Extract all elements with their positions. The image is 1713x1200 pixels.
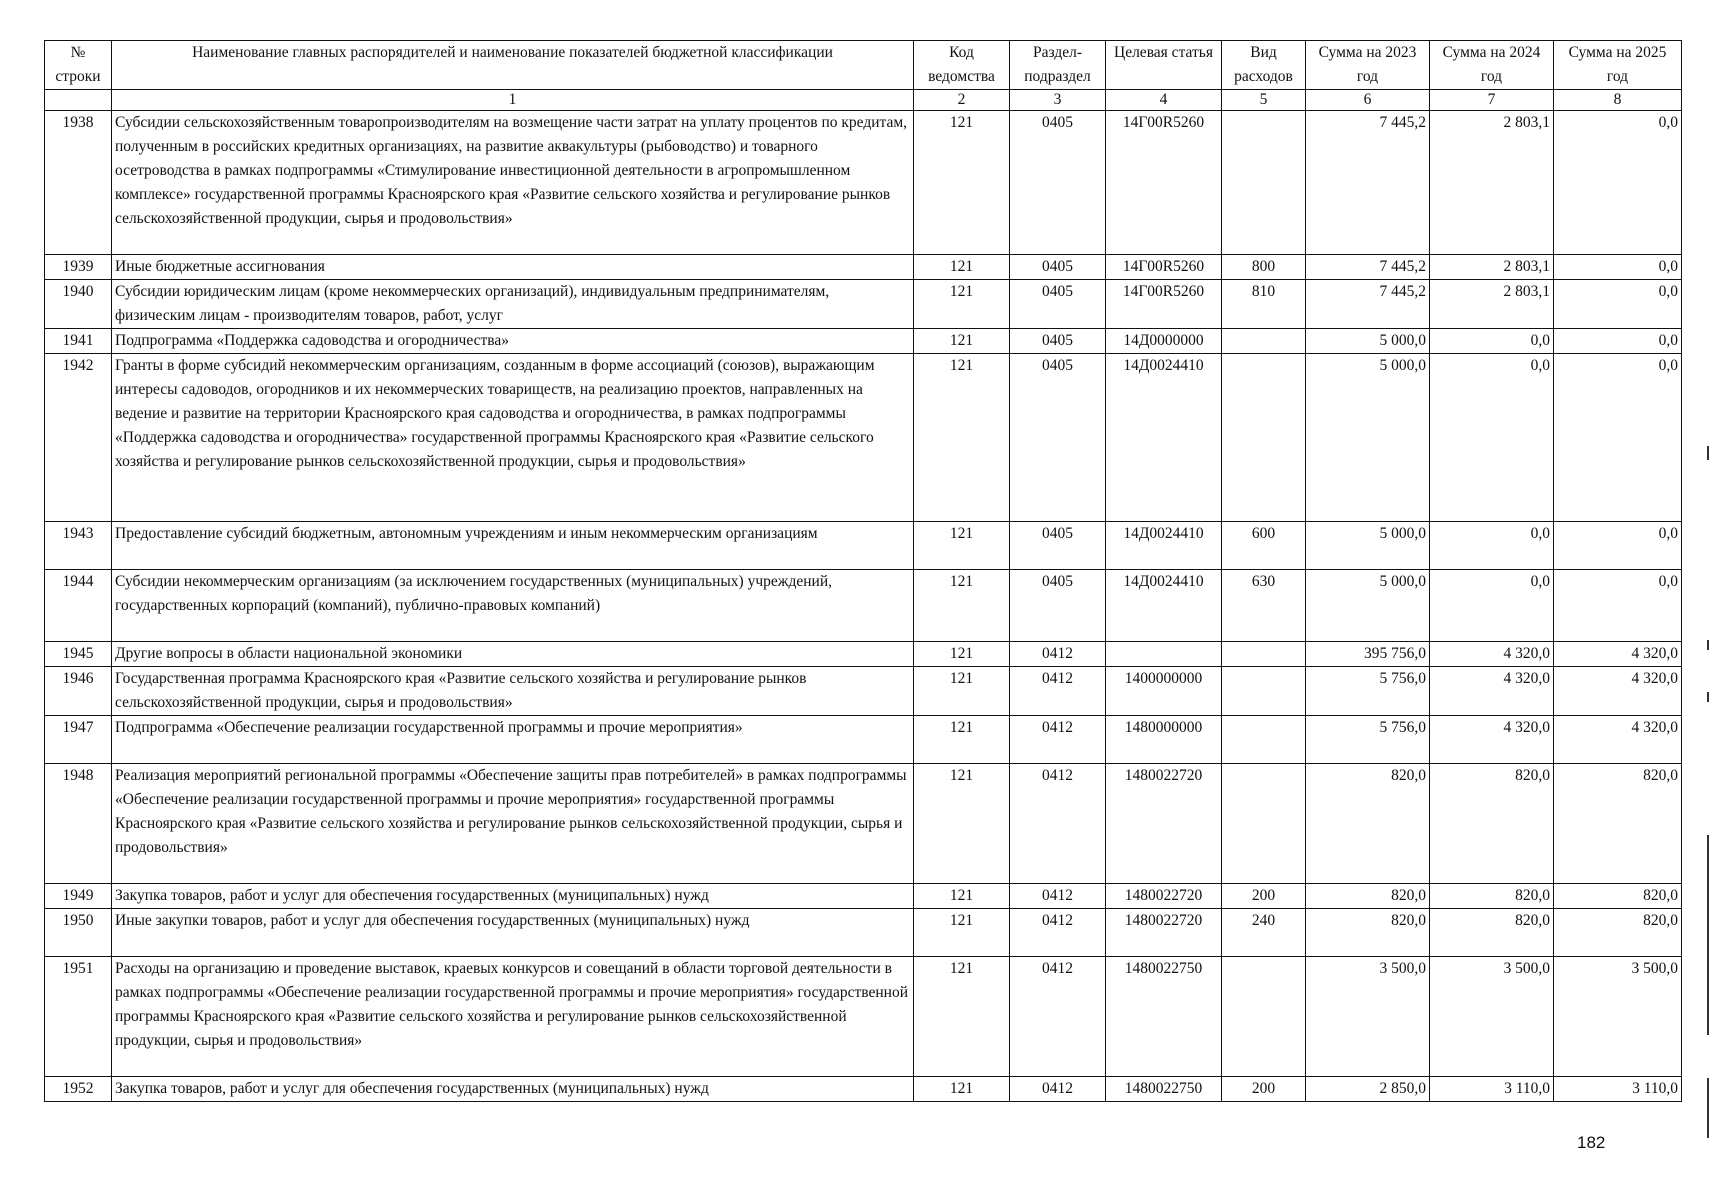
row-vid: 200 [1222, 1077, 1306, 1102]
row-number: 1938 [45, 111, 112, 255]
row-number: 1942 [45, 354, 112, 522]
column-number: 3 [1010, 90, 1106, 111]
row-sum-2023: 5 000,0 [1306, 570, 1430, 642]
column-number [45, 90, 112, 111]
row-vid: 810 [1222, 280, 1306, 329]
row-number: 1952 [45, 1077, 112, 1102]
row-razdel: 0412 [1010, 764, 1106, 884]
row-statya: 14Г00R5260 [1106, 111, 1222, 255]
row-razdel: 0412 [1010, 957, 1106, 1077]
row-vedomstvo: 121 [914, 522, 1010, 570]
row-vid [1222, 329, 1306, 354]
row-razdel: 0412 [1010, 884, 1106, 909]
table-row [45, 716, 1682, 764]
column-number: 6 [1306, 90, 1430, 111]
row-statya: 1480022720 [1106, 909, 1222, 957]
table-row [45, 111, 1682, 255]
row-razdel: 0412 [1010, 909, 1106, 957]
header-statya: Целевая статья [1106, 41, 1222, 90]
row-name: Расходы на организацию и проведение выставок, краевых конкурсов и совещаний в области торговой деятельности в рамках подпрограммы «Обеспечение реализации государственной программы и прочие мероприятия» государственной программы Красноярского края «Развитие сельского хозяйства и регулирование рынков сельскохозяйственной продукции, сырья и продовольствия» [112, 957, 914, 1077]
row-sum-2023: 5 756,0 [1306, 667, 1430, 716]
row-statya: 14Г00R5260 [1106, 280, 1222, 329]
table-row [45, 354, 1682, 522]
row-sum-2024: 3 500,0 [1430, 957, 1554, 1077]
row-number: 1940 [45, 280, 112, 329]
table-row [45, 909, 1682, 957]
row-razdel: 0405 [1010, 111, 1106, 255]
row-vedomstvo: 121 [914, 667, 1010, 716]
budget-table [44, 40, 1682, 1102]
row-sum-2025: 4 320,0 [1554, 667, 1682, 716]
table-row [45, 329, 1682, 354]
header-sum-2025: Сумма на 2025 год [1554, 41, 1682, 90]
scan-edge-mark [1707, 1078, 1709, 1138]
row-sum-2024: 2 803,1 [1430, 111, 1554, 255]
table-row [45, 642, 1682, 667]
row-razdel: 0412 [1010, 1077, 1106, 1102]
row-vid: 200 [1222, 884, 1306, 909]
header-sum-2023: Сумма на 2023 год [1306, 41, 1430, 90]
scan-edge-mark [1707, 640, 1709, 650]
row-sum-2025: 3 110,0 [1554, 1077, 1682, 1102]
row-number: 1939 [45, 255, 112, 280]
row-sum-2025: 0,0 [1554, 570, 1682, 642]
header-row-number: № строки [45, 41, 112, 90]
row-sum-2025: 820,0 [1554, 884, 1682, 909]
table-row [45, 764, 1682, 884]
budget-table-sheet [44, 40, 1681, 1102]
row-sum-2023: 820,0 [1306, 884, 1430, 909]
row-name: Закупка товаров, работ и услуг для обеспечения государственных (муниципальных) нужд [112, 884, 914, 909]
row-number: 1944 [45, 570, 112, 642]
row-sum-2024: 0,0 [1430, 522, 1554, 570]
row-number: 1941 [45, 329, 112, 354]
row-sum-2023: 820,0 [1306, 764, 1430, 884]
row-vid [1222, 764, 1306, 884]
row-statya: 14Д0024410 [1106, 522, 1222, 570]
row-name: Предоставление субсидий бюджетным, автономным учреждениям и иным некоммерческим организациям [112, 522, 914, 570]
row-sum-2024: 0,0 [1430, 354, 1554, 522]
row-sum-2024: 4 320,0 [1430, 716, 1554, 764]
table-row [45, 522, 1682, 570]
header-vid: Вид расходов [1222, 41, 1306, 90]
row-sum-2025: 3 500,0 [1554, 957, 1682, 1077]
row-vedomstvo: 121 [914, 570, 1010, 642]
row-name: Реализация мероприятий региональной программы «Обеспечение защиты прав потребителей» в рамках подпрограммы «Обеспечение реализации государственной программы и прочие мероприятия» государственной программы Красноярского края «Развитие сельского хозяйства и регулирование рынков сельскохозяйственной продукции, сырья и продовольствия» [112, 764, 914, 884]
row-name: Подпрограмма «Поддержка садоводства и огородничества» [112, 329, 914, 354]
row-sum-2024: 2 803,1 [1430, 280, 1554, 329]
row-sum-2025: 820,0 [1554, 909, 1682, 957]
row-vedomstvo: 121 [914, 329, 1010, 354]
row-vid [1222, 957, 1306, 1077]
row-statya: 14Д0000000 [1106, 329, 1222, 354]
row-vedomstvo: 121 [914, 957, 1010, 1077]
row-vid: 630 [1222, 570, 1306, 642]
table-row [45, 255, 1682, 280]
row-razdel: 0405 [1010, 522, 1106, 570]
row-vid: 800 [1222, 255, 1306, 280]
row-statya: 1480022720 [1106, 764, 1222, 884]
row-vid [1222, 716, 1306, 764]
row-statya [1106, 642, 1222, 667]
row-sum-2024: 0,0 [1430, 329, 1554, 354]
row-sum-2024: 4 320,0 [1430, 642, 1554, 667]
row-sum-2023: 5 000,0 [1306, 522, 1430, 570]
row-statya: 1480022720 [1106, 884, 1222, 909]
row-sum-2023: 7 445,2 [1306, 280, 1430, 329]
row-sum-2024: 820,0 [1430, 884, 1554, 909]
row-vid [1222, 354, 1306, 522]
column-number: 1 [112, 90, 914, 111]
row-statya: 14Д0024410 [1106, 354, 1222, 522]
row-name: Подпрограмма «Обеспечение реализации государственной программы и прочие мероприятия» [112, 716, 914, 764]
row-statya: 1480022750 [1106, 1077, 1222, 1102]
table-row [45, 884, 1682, 909]
row-statya: 1480000000 [1106, 716, 1222, 764]
row-vedomstvo: 121 [914, 716, 1010, 764]
row-number: 1948 [45, 764, 112, 884]
row-sum-2025: 0,0 [1554, 111, 1682, 255]
table-row [45, 667, 1682, 716]
row-razdel: 0412 [1010, 716, 1106, 764]
row-sum-2023: 7 445,2 [1306, 255, 1430, 280]
row-sum-2025: 0,0 [1554, 329, 1682, 354]
header-razdel: Раздел-подраздел [1010, 41, 1106, 90]
row-name: Иные бюджетные ассигнования [112, 255, 914, 280]
row-sum-2025: 0,0 [1554, 255, 1682, 280]
row-number: 1951 [45, 957, 112, 1077]
row-razdel: 0405 [1010, 255, 1106, 280]
table-header [45, 41, 1682, 111]
row-number: 1943 [45, 522, 112, 570]
row-vid: 600 [1222, 522, 1306, 570]
row-vid: 240 [1222, 909, 1306, 957]
row-sum-2024: 3 110,0 [1430, 1077, 1554, 1102]
row-sum-2023: 7 445,2 [1306, 111, 1430, 255]
row-name: Гранты в форме субсидий некоммерческим организациям, созданным в форме ассоциаций (союзов), выражающим интересы садоводов, огородников и их некоммерческих товариществ, на реализацию проектов, направленных на ведение и развитие на территории Красноярского края садоводства и огородничества, в рамках подпрограммы «Поддержка садоводства и огородничества» государственной программы Красноярского края «Развитие сельского хозяйства и регулирование рынков сельскохозяйственной продукции, сырья и продовольствия» [112, 354, 914, 522]
header-vedomstvo: Код ведомства [914, 41, 1010, 90]
row-statya: 14Д0024410 [1106, 570, 1222, 642]
table-row [45, 280, 1682, 329]
column-number: 8 [1554, 90, 1682, 111]
scan-edge-mark [1707, 835, 1709, 1035]
page-number: 182 [1577, 1133, 1606, 1152]
row-sum-2025: 4 320,0 [1554, 716, 1682, 764]
row-sum-2025: 0,0 [1554, 280, 1682, 329]
row-razdel: 0405 [1010, 329, 1106, 354]
row-name: Закупка товаров, работ и услуг для обеспечения государственных (муниципальных) нужд [112, 1077, 914, 1102]
row-razdel: 0412 [1010, 667, 1106, 716]
row-sum-2023: 3 500,0 [1306, 957, 1430, 1077]
row-number: 1946 [45, 667, 112, 716]
scan-edge-mark [1707, 446, 1709, 460]
column-number: 5 [1222, 90, 1306, 111]
row-vid [1222, 667, 1306, 716]
row-sum-2024: 820,0 [1430, 764, 1554, 884]
row-vedomstvo: 121 [914, 1077, 1010, 1102]
column-number: 2 [914, 90, 1010, 111]
row-sum-2025: 4 320,0 [1554, 642, 1682, 667]
row-statya: 14Г00R5260 [1106, 255, 1222, 280]
row-sum-2025: 0,0 [1554, 522, 1682, 570]
row-number: 1949 [45, 884, 112, 909]
row-statya: 1480022750 [1106, 957, 1222, 1077]
row-sum-2025: 820,0 [1554, 764, 1682, 884]
row-vedomstvo: 121 [914, 255, 1010, 280]
row-sum-2023: 5 000,0 [1306, 329, 1430, 354]
row-sum-2024: 820,0 [1430, 909, 1554, 957]
header-sum-2024: Сумма на 2024 год [1430, 41, 1554, 90]
column-number: 4 [1106, 90, 1222, 111]
row-name: Субсидии сельскохозяйственным товаропроизводителям на возмещение части затрат на уплату процентов по кредитам, полученным в российских кредитных организациях, на развитие аквакультуры (рыбоводство) и товарного осетроводства в рамках подпрограммы «Стимулирование инвестиционной деятельности в агропромышленном комплексе» государственной программы Красноярского края «Развитие сельского хозяйства и регулирование рынков сельскохозяйственной продукции, сырья и продовольствия» [112, 111, 914, 255]
row-sum-2023: 395 756,0 [1306, 642, 1430, 667]
row-sum-2023: 5 000,0 [1306, 354, 1430, 522]
column-number-row [45, 90, 1682, 111]
row-vid [1222, 642, 1306, 667]
row-vedomstvo: 121 [914, 764, 1010, 884]
row-number: 1945 [45, 642, 112, 667]
table-row [45, 570, 1682, 642]
row-sum-2025: 0,0 [1554, 354, 1682, 522]
row-sum-2024: 0,0 [1430, 570, 1554, 642]
row-razdel: 0405 [1010, 570, 1106, 642]
row-razdel: 0412 [1010, 642, 1106, 667]
row-vedomstvo: 121 [914, 909, 1010, 957]
row-number: 1947 [45, 716, 112, 764]
table-row [45, 957, 1682, 1077]
table-body [45, 111, 1682, 1102]
row-sum-2024: 2 803,1 [1430, 255, 1554, 280]
row-statya: 1400000000 [1106, 667, 1222, 716]
row-vedomstvo: 121 [914, 642, 1010, 667]
row-sum-2023: 2 850,0 [1306, 1077, 1430, 1102]
row-name: Субсидии юридическим лицам (кроме некоммерческих организаций), индивидуальным предпринимателям, физическим лицам - производителям товаров, работ, услуг [112, 280, 914, 329]
row-name: Другие вопросы в области национальной экономики [112, 642, 914, 667]
table-row [45, 1077, 1682, 1102]
row-vedomstvo: 121 [914, 280, 1010, 329]
scan-edge-mark [1707, 692, 1709, 702]
header-name: Наименование главных распорядителей и наименование показателей бюджетной классификации [112, 41, 914, 90]
row-number: 1950 [45, 909, 112, 957]
row-name: Иные закупки товаров, работ и услуг для обеспечения государственных (муниципальных) нужд [112, 909, 914, 957]
row-razdel: 0405 [1010, 354, 1106, 522]
row-sum-2024: 4 320,0 [1430, 667, 1554, 716]
row-razdel: 0405 [1010, 280, 1106, 329]
column-number: 7 [1430, 90, 1554, 111]
row-name: Государственная программа Красноярского края «Развитие сельского хозяйства и регулирование рынков сельскохозяйственной продукции, сырья и продовольствия» [112, 667, 914, 716]
row-vid [1222, 111, 1306, 255]
row-vedomstvo: 121 [914, 111, 1010, 255]
row-vedomstvo: 121 [914, 354, 1010, 522]
row-sum-2023: 5 756,0 [1306, 716, 1430, 764]
row-sum-2023: 820,0 [1306, 909, 1430, 957]
row-name: Субсидии некоммерческим организациям (за исключением государственных (муниципальных) учреждений, государственных корпораций (компаний), публично-правовых компаний) [112, 570, 914, 642]
row-vedomstvo: 121 [914, 884, 1010, 909]
